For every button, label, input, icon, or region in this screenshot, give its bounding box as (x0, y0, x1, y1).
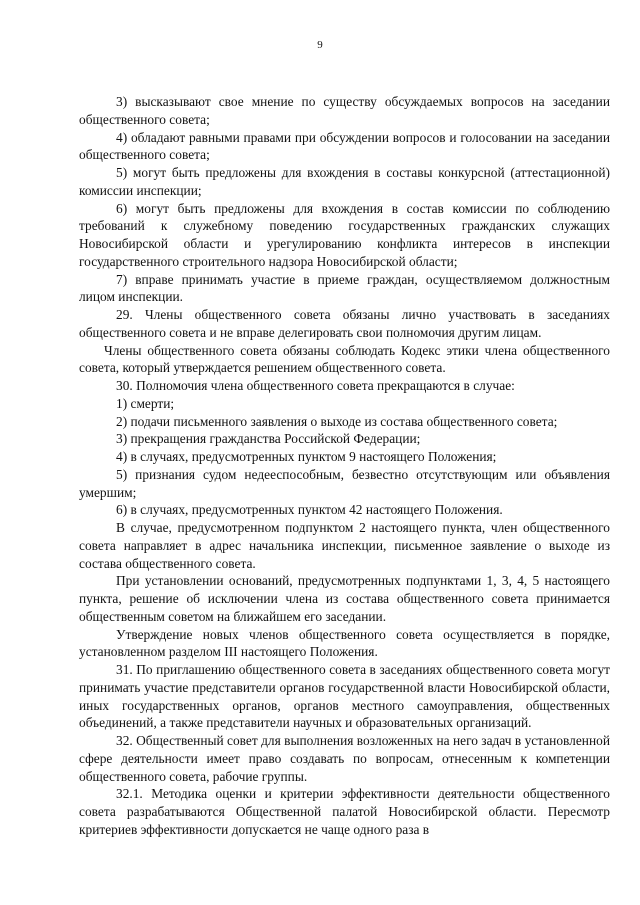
paragraph: 6) в случаях, предусмотренных пунктом 42 настоящего Положения. (116, 502, 503, 518)
paragraph: В случае, предусмотренном подпунктом 2 настоящего пункта, член общественного совета направляет в адрес начальника инспекции, письменное заявление о выходе из состава общественного совета. (79, 520, 610, 571)
document-body (79, 93, 610, 839)
paragraph: 6) могут быть предложены для вхождения в состав комиссии по соблюдению требований к служебному поведению государственных гражданских служащих Новосибирской области и урегулированию конфликта интересов в инспекции государственного строительного надзора Новосибирской области; (79, 200, 610, 269)
paragraph: 31. По приглашению общественного совета в заседаниях общественного совета могут принимать участие представители органов государственной власти Новосибирской области, иных государственных органов, органов местного самоуправления, общественных объединений, а также представители научных и образовательных организаций. (79, 662, 610, 731)
paragraph: 30. Полномочия члена общественного совета прекращаются в случае: (116, 378, 515, 393)
paragraph: 5) признания судом недееспособным, безвестно отсутствующим или объявления умершим; (79, 466, 610, 500)
page-number: 9 (317, 39, 323, 51)
paragraph: 29. Члены общественного совета обязаны лично участвовать в заседаниях общественного совета и не вправе делегировать свои полномочия другим лицам. (79, 307, 610, 340)
paragraph: 7) вправе принимать участие в приеме граждан, осуществляемом должностным лицом инспекции. (79, 271, 610, 305)
paragraph: 3) прекращения гражданства Российской Федерации; (116, 431, 421, 447)
paragraph: 2) подачи письменного заявления о выходе из состава общественного совета; (116, 413, 558, 429)
paragraph: Утверждение новых членов общественного совета осуществляется в порядке, установленном разделом III настоящего Положения. (79, 626, 610, 660)
paragraph: 5) могут быть предложены для вхождения в составы конкурсной (аттестационной) комиссии инспекции; (79, 165, 610, 198)
paragraph: 3) высказывают свое мнение по существу обсуждаемых вопросов на заседании общественного совета; (79, 94, 610, 127)
paragraph: 32.1. Методика оценки и критерии эффективности деятельности общественного совета разрабатываются Общественной палатой Новосибирской области. Пересмотр критериев эффективности допускается не чаще одного раза в (79, 786, 610, 837)
paragraph: 4) в случаях, предусмотренных пунктом 9 настоящего Положения; (116, 449, 497, 464)
paragraph: При установлении оснований, предусмотренных подпунктами 1, 3, 4, 5 настоящего пункта, решение об исключении члена из состава общественного совета принимается общественным советом на ближайшем его заседании. (79, 573, 610, 624)
paragraph: 4) обладают равными правами при обсуждении вопросов и голосовании на заседании общественного совета; (79, 129, 610, 163)
paragraph: Члены общественного совета обязаны соблюдать Кодекс этики члена общественного совета, который утверждается решением общественного совета. (79, 342, 610, 376)
paragraph: 1) смерти; (116, 395, 175, 411)
paragraph: 32. Общественный совет для выполнения возложенных на него задач в установленной сфере деятельности имеет право создавать по вопросам, отнесенным к компетенции общественного совета, рабочие группы. (79, 733, 610, 784)
